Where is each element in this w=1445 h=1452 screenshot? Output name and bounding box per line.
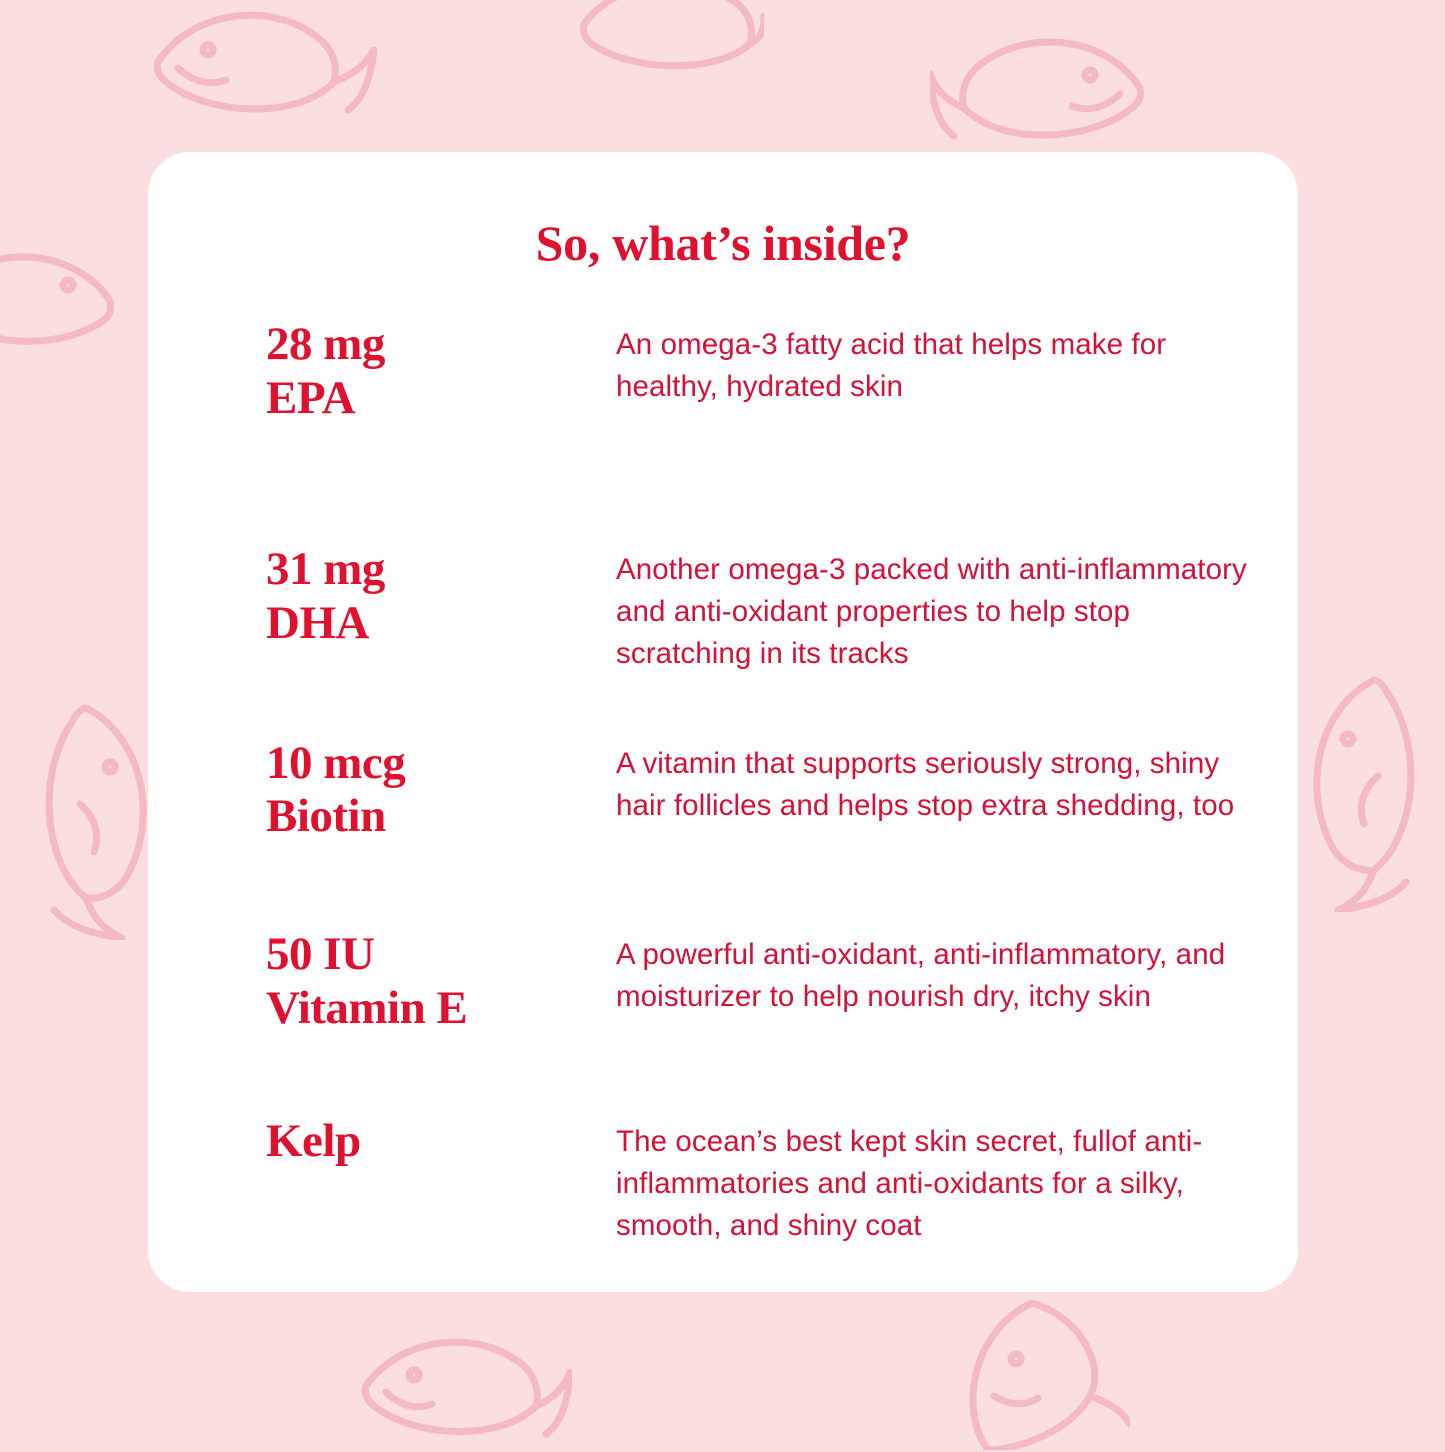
fish-outline-icon (1282, 672, 1445, 912)
fish-outline-icon (352, 1322, 572, 1452)
ingredient-amount (266, 1115, 616, 1169)
list-item (148, 1115, 1298, 1247)
list-item (148, 318, 1298, 425)
list-item (148, 928, 1298, 1035)
ingredient-amount-line2: Vitamin E (266, 981, 468, 1034)
fish-outline-icon (0, 236, 118, 366)
ingredients-card (148, 152, 1298, 1292)
ingredient-amount-line1: 50 IU (266, 927, 375, 980)
page-title: So, what’s inside? (535, 215, 911, 271)
ingredients-list (148, 318, 1298, 1247)
fish-outline-icon (574, 0, 764, 76)
ingredient-description: A powerful anti-oxidant, anti-inflammatory, and moisturizer to help nourish dry, itchy skin (616, 937, 1226, 1013)
ingredient-amount-line2: Biotin (266, 790, 386, 843)
list-item (148, 543, 1298, 675)
ingredient-amount-line1: 28 mg (266, 318, 385, 370)
fish-outline-icon (148, 0, 378, 130)
ingredient-amount (266, 318, 616, 425)
ingredient-amount (266, 928, 616, 1035)
list-item (148, 737, 1298, 844)
ingredient-amount-line1: Kelp (266, 1115, 361, 1168)
ingredient-amount-line2: DHA (266, 596, 369, 649)
ingredient-amount-line1: 31 mg (266, 543, 385, 596)
ingredient-amount (266, 543, 616, 650)
fish-outline-icon (930, 1300, 1130, 1450)
ingredient-description: The ocean’s best kept skin secret, fullof anti-inflammatories and anti-oxidants for a silky, smooth, and shiny coat (616, 1125, 1203, 1242)
ingredient-amount-line2: EPA (266, 371, 356, 424)
ingredient-description: Another omega-3 packed with anti-inflammatory and anti-oxidant properties to help stop scratching in its tracks (616, 553, 1247, 670)
ingredient-amount (266, 737, 616, 844)
ingredient-description: A vitamin that supports seriously strong, shiny hair follicles and helps stop extra shedding, too (616, 746, 1235, 822)
fish-outline-icon (930, 18, 1150, 158)
ingredient-amount-line1: 10 mcg (266, 736, 406, 789)
ingredient-description: An omega-3 fatty acid that helps make for healthy, hydrated skin (616, 328, 1167, 403)
